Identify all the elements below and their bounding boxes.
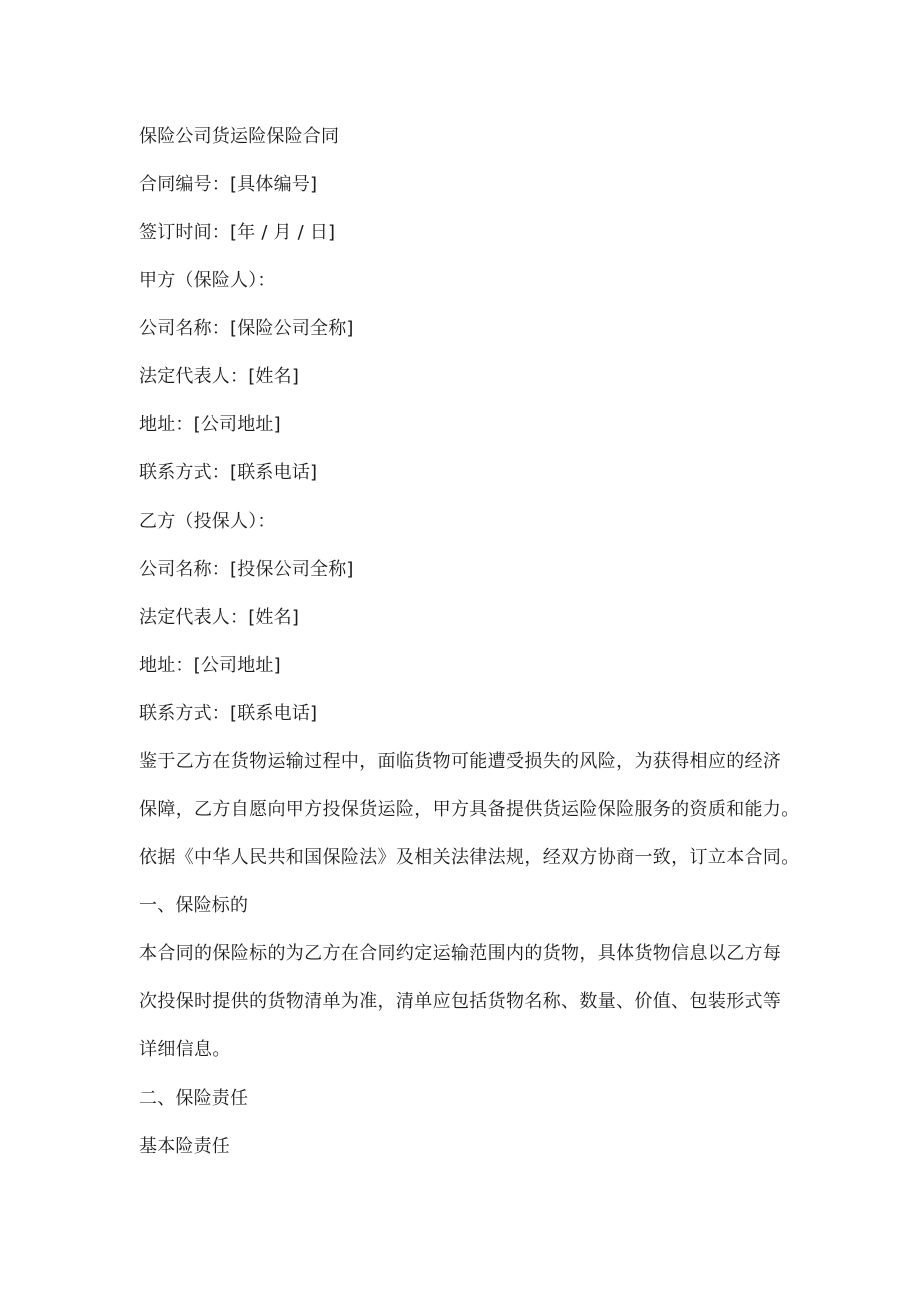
party-b-contact: 联系方式：[联系电话] (139, 703, 318, 724)
section-1-heading: 一、保险标的 (139, 895, 249, 916)
section-2-heading: 二、保险责任 (139, 1088, 249, 1109)
document-title: 保险公司货运险保险合同 (139, 126, 340, 147)
sign-date: 签订时间：[年 / 月 / 日] (139, 222, 336, 243)
section-1-line: 本合同的保险标的为乙方在合同约定运输范围内的货物，具体货物信息以乙方每 (139, 943, 782, 964)
section-2-subheading: 基本险责任 (139, 1136, 230, 1157)
party-a-company: 公司名称：[保险公司全称] (139, 318, 354, 339)
party-a-heading: 甲方（保险人）： (139, 270, 276, 291)
party-a-contact: 联系方式：[联系电话] (139, 462, 318, 483)
preamble-line: 鉴于乙方在货物运输过程中，面临货物可能遭受损失的风险，为获得相应的经济 (139, 751, 782, 772)
party-a-legal-rep: 法定代表人：[姓名] (139, 366, 300, 387)
preamble-line: 依据《中华人民共和国保险法》及相关法律法规，经双方协商一致，订立本合同。 (139, 847, 800, 868)
party-b-address: 地址：[公司地址] (139, 655, 281, 676)
party-b-heading: 乙方（投保人）： (139, 511, 276, 532)
section-1-line: 次投保时提供的货物清单为准，清单应包括货物名称、数量、价值、包装形式等 (139, 991, 782, 1012)
contract-number: 合同编号：[具体编号] (139, 174, 318, 195)
preamble-line: 保障，乙方自愿向甲方投保货运险，甲方具备提供货运险保险服务的资质和能力。 (139, 799, 800, 820)
section-1-line: 详细信息。 (139, 1039, 231, 1060)
party-b-company: 公司名称：[投保公司全称] (139, 559, 354, 580)
party-b-legal-rep: 法定代表人：[姓名] (139, 607, 300, 628)
party-a-address: 地址：[公司地址] (139, 414, 281, 435)
